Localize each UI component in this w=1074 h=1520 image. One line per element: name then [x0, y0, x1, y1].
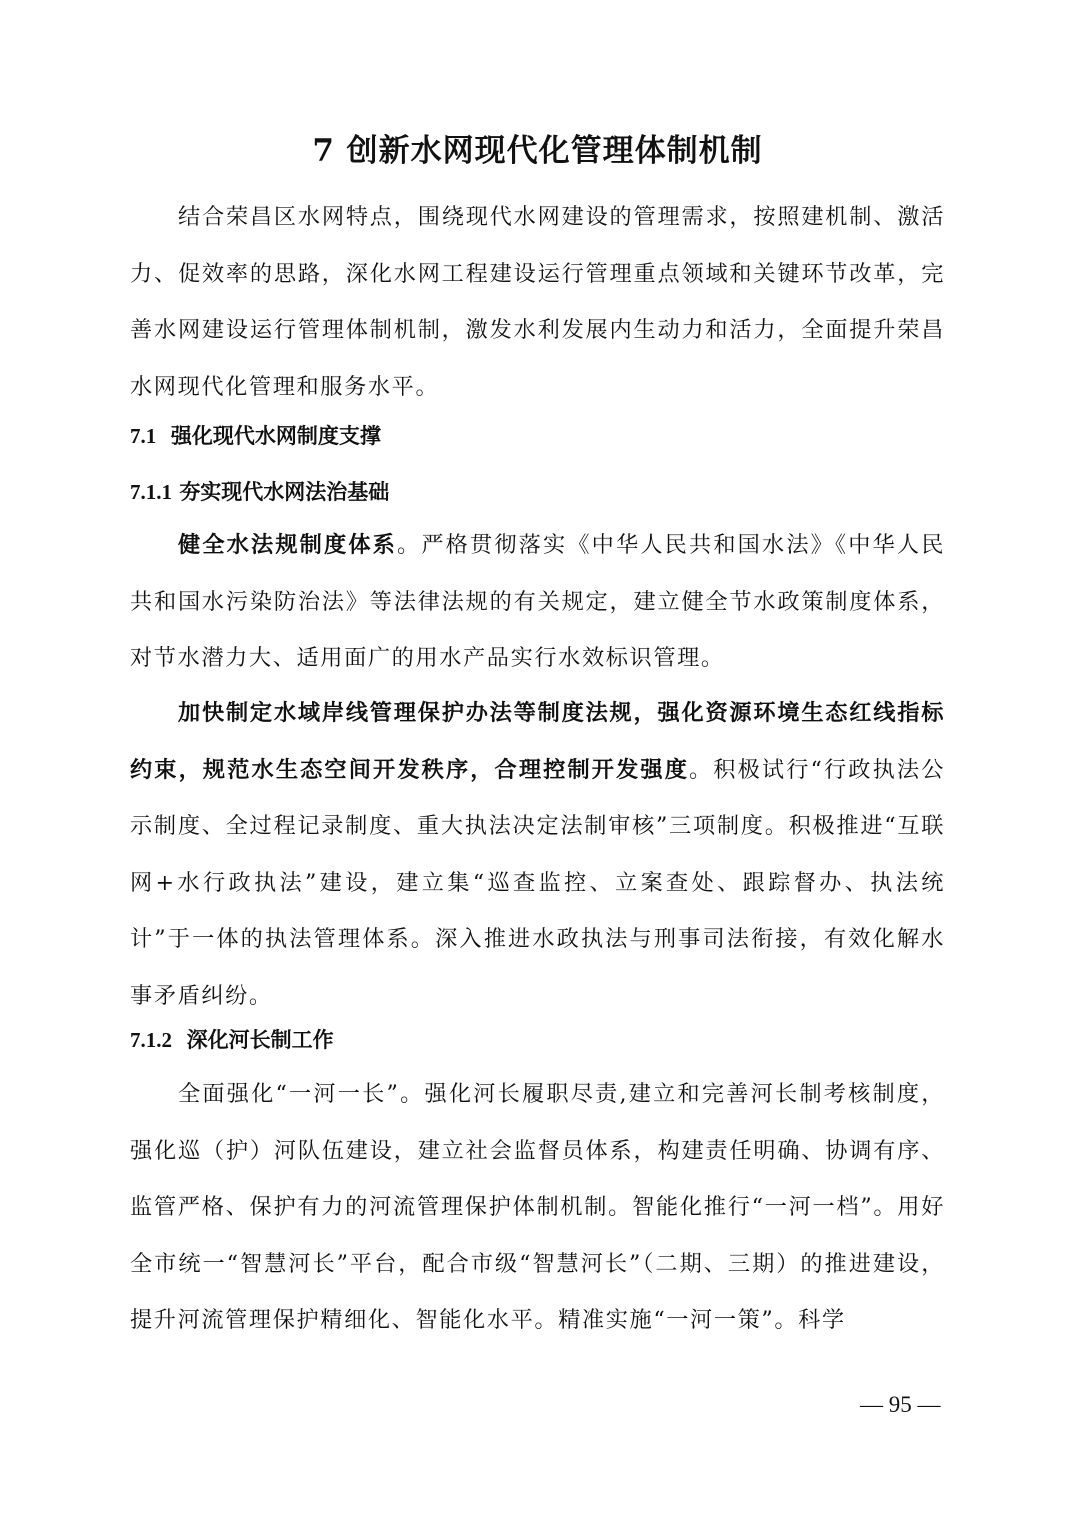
- section-heading-7-1-2: [130, 1025, 334, 1055]
- paragraph-water-law: [130, 517, 945, 687]
- paragraph-shoreline: [130, 685, 945, 1024]
- section-number: 7.1.2: [130, 1028, 172, 1052]
- page-number: — 95 —: [860, 1392, 941, 1417]
- chapter-title: 7 创新水网现代化管理体制机制: [312, 133, 763, 169]
- section-title: 夯实现代水网法治基础: [179, 479, 390, 504]
- paragraph-text: 。严格贯彻落实《中华人民共和国水法》《中华人民共和国水污染防治法》等法律法规的有关规定，建立健全节水政策制度体系，对节水潜力大、适用面广的用水产品实行水效标识管理。: [130, 532, 945, 671]
- section-heading-7-1-1: [130, 477, 389, 507]
- paragraph-river-chief: 全面强化“一河一长”。强化河长履职尽责,建立和完善河长制考核制度，强化巡（护）河队伍建设，建立社会监督员体系，构建责任明确、协调有序、监管严格、保护有力的河流管理保护体制机制。智能化推行“一河一档”。用好全市统一“智慧河长”平台，配合市级“智慧河长”（二期、三期）的推进建设，提升河流管理保护精细化、智能化水平。精准实施“一河一策”。科学: [130, 1081, 945, 1333]
- section-number: 7.1.1: [130, 480, 172, 504]
- bold-lead: 健全水法规制度体系: [178, 532, 397, 558]
- section-title: 深化河长制工作: [186, 1027, 334, 1052]
- section-title: 强化现代水网制度支撑: [170, 423, 381, 448]
- section-heading-7-1: [130, 421, 381, 451]
- intro-paragraph: 结合荣昌区水网特点，围绕现代水网建设的管理需求，按照建机制、激活力、促效率的思路，深化水网工程建设运行管理重点领域和关键环节改革，完善水网建设运行管理体制机制，激发水利发展内生动力和活力，全面提升荣昌水网现代化管理和服务水平。: [130, 204, 945, 400]
- paragraph-text: 。积极试行“行政执法公示制度、全过程记录制度、重大执法决定法制审核”三项制度。积极推进“互联网+水行政执法”建设，建立集“巡查监控、立案查处、跟踪督办、执法统计”于一体的执法管理体系。深入推进水政执法与刑事司法衔接，有效化解水事矛盾纠纷。: [130, 756, 945, 1009]
- bold-lead: 加快制定水域岸线管理保护办法等制度法规，强化资源环境生态红线指标约束，规范水生态空间开发秩序，合理控制开发强度: [130, 700, 945, 783]
- section-number: 7.1: [130, 424, 157, 448]
